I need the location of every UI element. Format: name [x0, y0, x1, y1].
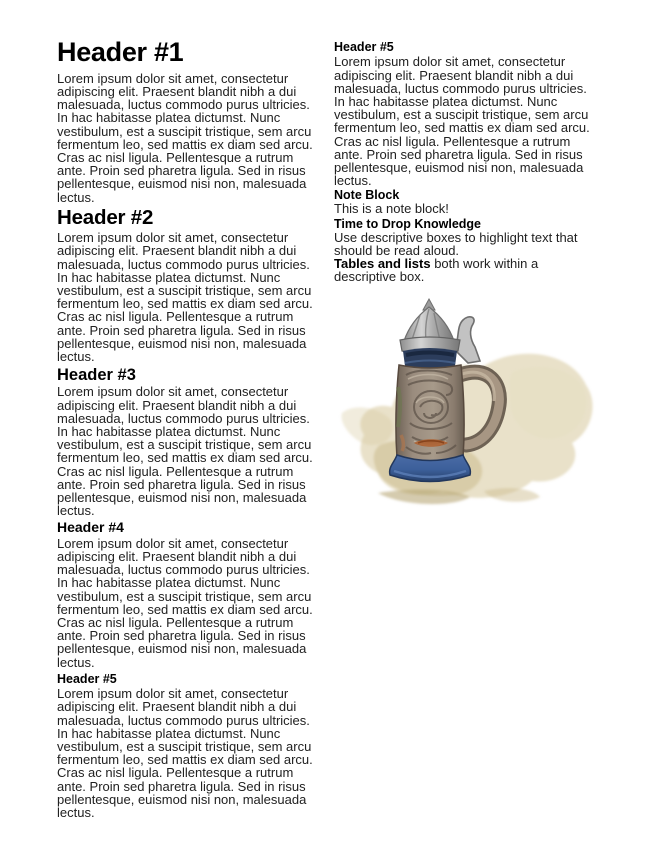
- right-column: [334, 38, 597, 508]
- note-block-label: Note Block: [334, 188, 400, 203]
- tables-lists-bold: Tables and lists: [334, 256, 431, 272]
- header-1-title: Header #1: [57, 37, 184, 67]
- header-4-title: Header #4: [57, 519, 124, 536]
- stein-lid-cone: [404, 307, 454, 341]
- header-5-title: Header #5: [57, 671, 117, 686]
- knowledge-label: Time to Drop Knowledge: [334, 216, 481, 231]
- right-header-5-paragraph: Lorem ipsum dolor sit amet, consectetur adipiscing elit. Praesent blandit nibh a dui malesuada, luctus commodo purus ultricies. In hac habitasse platea dictumst. Nunc vestibulum, est a suscipit tristique, sem arcu fermentum leo, sed mattis ex diam sed arcu. Cras ac nisl ligula. Pellentesque a rutrum ante. Proin sed pharetra ligula. Sed in risus pellentesque, euismod nisi non, malesuada lectus.: [334, 54, 590, 189]
- left-column: [57, 38, 317, 819]
- right-header-5-title: Header #5: [334, 40, 394, 54]
- section-header-4: [57, 520, 317, 668]
- section-header-2: [57, 207, 317, 364]
- tables-lists-rest: both work within a descriptive box.: [334, 256, 539, 285]
- header-3-title: Header #3: [57, 366, 136, 385]
- knowledge-text: Use descriptive boxes to highlight text that should be read aloud.: [334, 229, 578, 258]
- header-2-title: Header #2: [57, 205, 154, 229]
- section-header-5: [57, 672, 317, 819]
- header-1-paragraph: Lorem ipsum dolor sit amet, consectetur adipiscing elit. Praesent blandit nibh a dui malesuada, luctus commodo purus ultricies. In hac habitasse platea dictumst. Nunc vestibulum, est a suscipit tristique, sem arcu fermentum leo, sed mattis ex diam sed arcu. Cras ac nisl ligula. Pellentesque a rutrum ante. Proin sed pharetra ligula. Sed in risus pellentesque, euismod nisi non, malesuada lectus.: [57, 70, 313, 205]
- beer-stein-figure: [334, 295, 597, 508]
- header-5-paragraph: Lorem ipsum dolor sit amet, consectetur adipiscing elit. Praesent blandit nibh a dui malesuada, luctus commodo purus ultricies. In hac habitasse platea dictumst. Nunc vestibulum, est a suscipit tristique, sem arcu fermentum leo, sed mattis ex diam sed arcu. Cras ac nisl ligula. Pellentesque a rutrum ante. Proin sed pharetra ligula. Sed in risus pellentesque, euismod nisi non, malesuada lectus.: [57, 686, 313, 821]
- tables-lists-sentence: [334, 257, 597, 283]
- note-block-text: This is a note block!: [334, 201, 449, 217]
- section-header-1: [57, 38, 317, 204]
- header-4-paragraph: Lorem ipsum dolor sit amet, consectetur adipiscing elit. Praesent blandit nibh a dui malesuada, luctus commodo purus ultricies. In hac habitasse platea dictumst. Nunc vestibulum, est a suscipit tristique, sem arcu fermentum leo, sed mattis ex diam sed arcu. Cras ac nisl ligula. Pellentesque a rutrum ante. Proin sed pharetra ligula. Sed in risus pellentesque, euismod nisi non, malesuada lectus.: [57, 535, 313, 670]
- header-2-paragraph: Lorem ipsum dolor sit amet, consectetur adipiscing elit. Praesent blandit nibh a dui malesuada, luctus commodo purus ultricies. In hac habitasse platea dictumst. Nunc vestibulum, est a suscipit tristique, sem arcu fermentum leo, sed mattis ex diam sed arcu. Cras ac nisl ligula. Pellentesque a rutrum ante. Proin sed pharetra ligula. Sed in risus pellentesque, euismod nisi non, malesuada lectus.: [57, 230, 313, 365]
- header-3-paragraph: Lorem ipsum dolor sit amet, consectetur adipiscing elit. Praesent blandit nibh a dui malesuada, luctus commodo purus ultricies. In hac habitasse platea dictumst. Nunc vestibulum, est a suscipit tristique, sem arcu fermentum leo, sed mattis ex diam sed arcu. Cras ac nisl ligula. Pellentesque a rutrum ante. Proin sed pharetra ligula. Sed in risus pellentesque, euismod nisi non, malesuada lectus.: [57, 384, 313, 519]
- beer-stein-illustration: [334, 295, 597, 508]
- section-header-3: [57, 366, 317, 517]
